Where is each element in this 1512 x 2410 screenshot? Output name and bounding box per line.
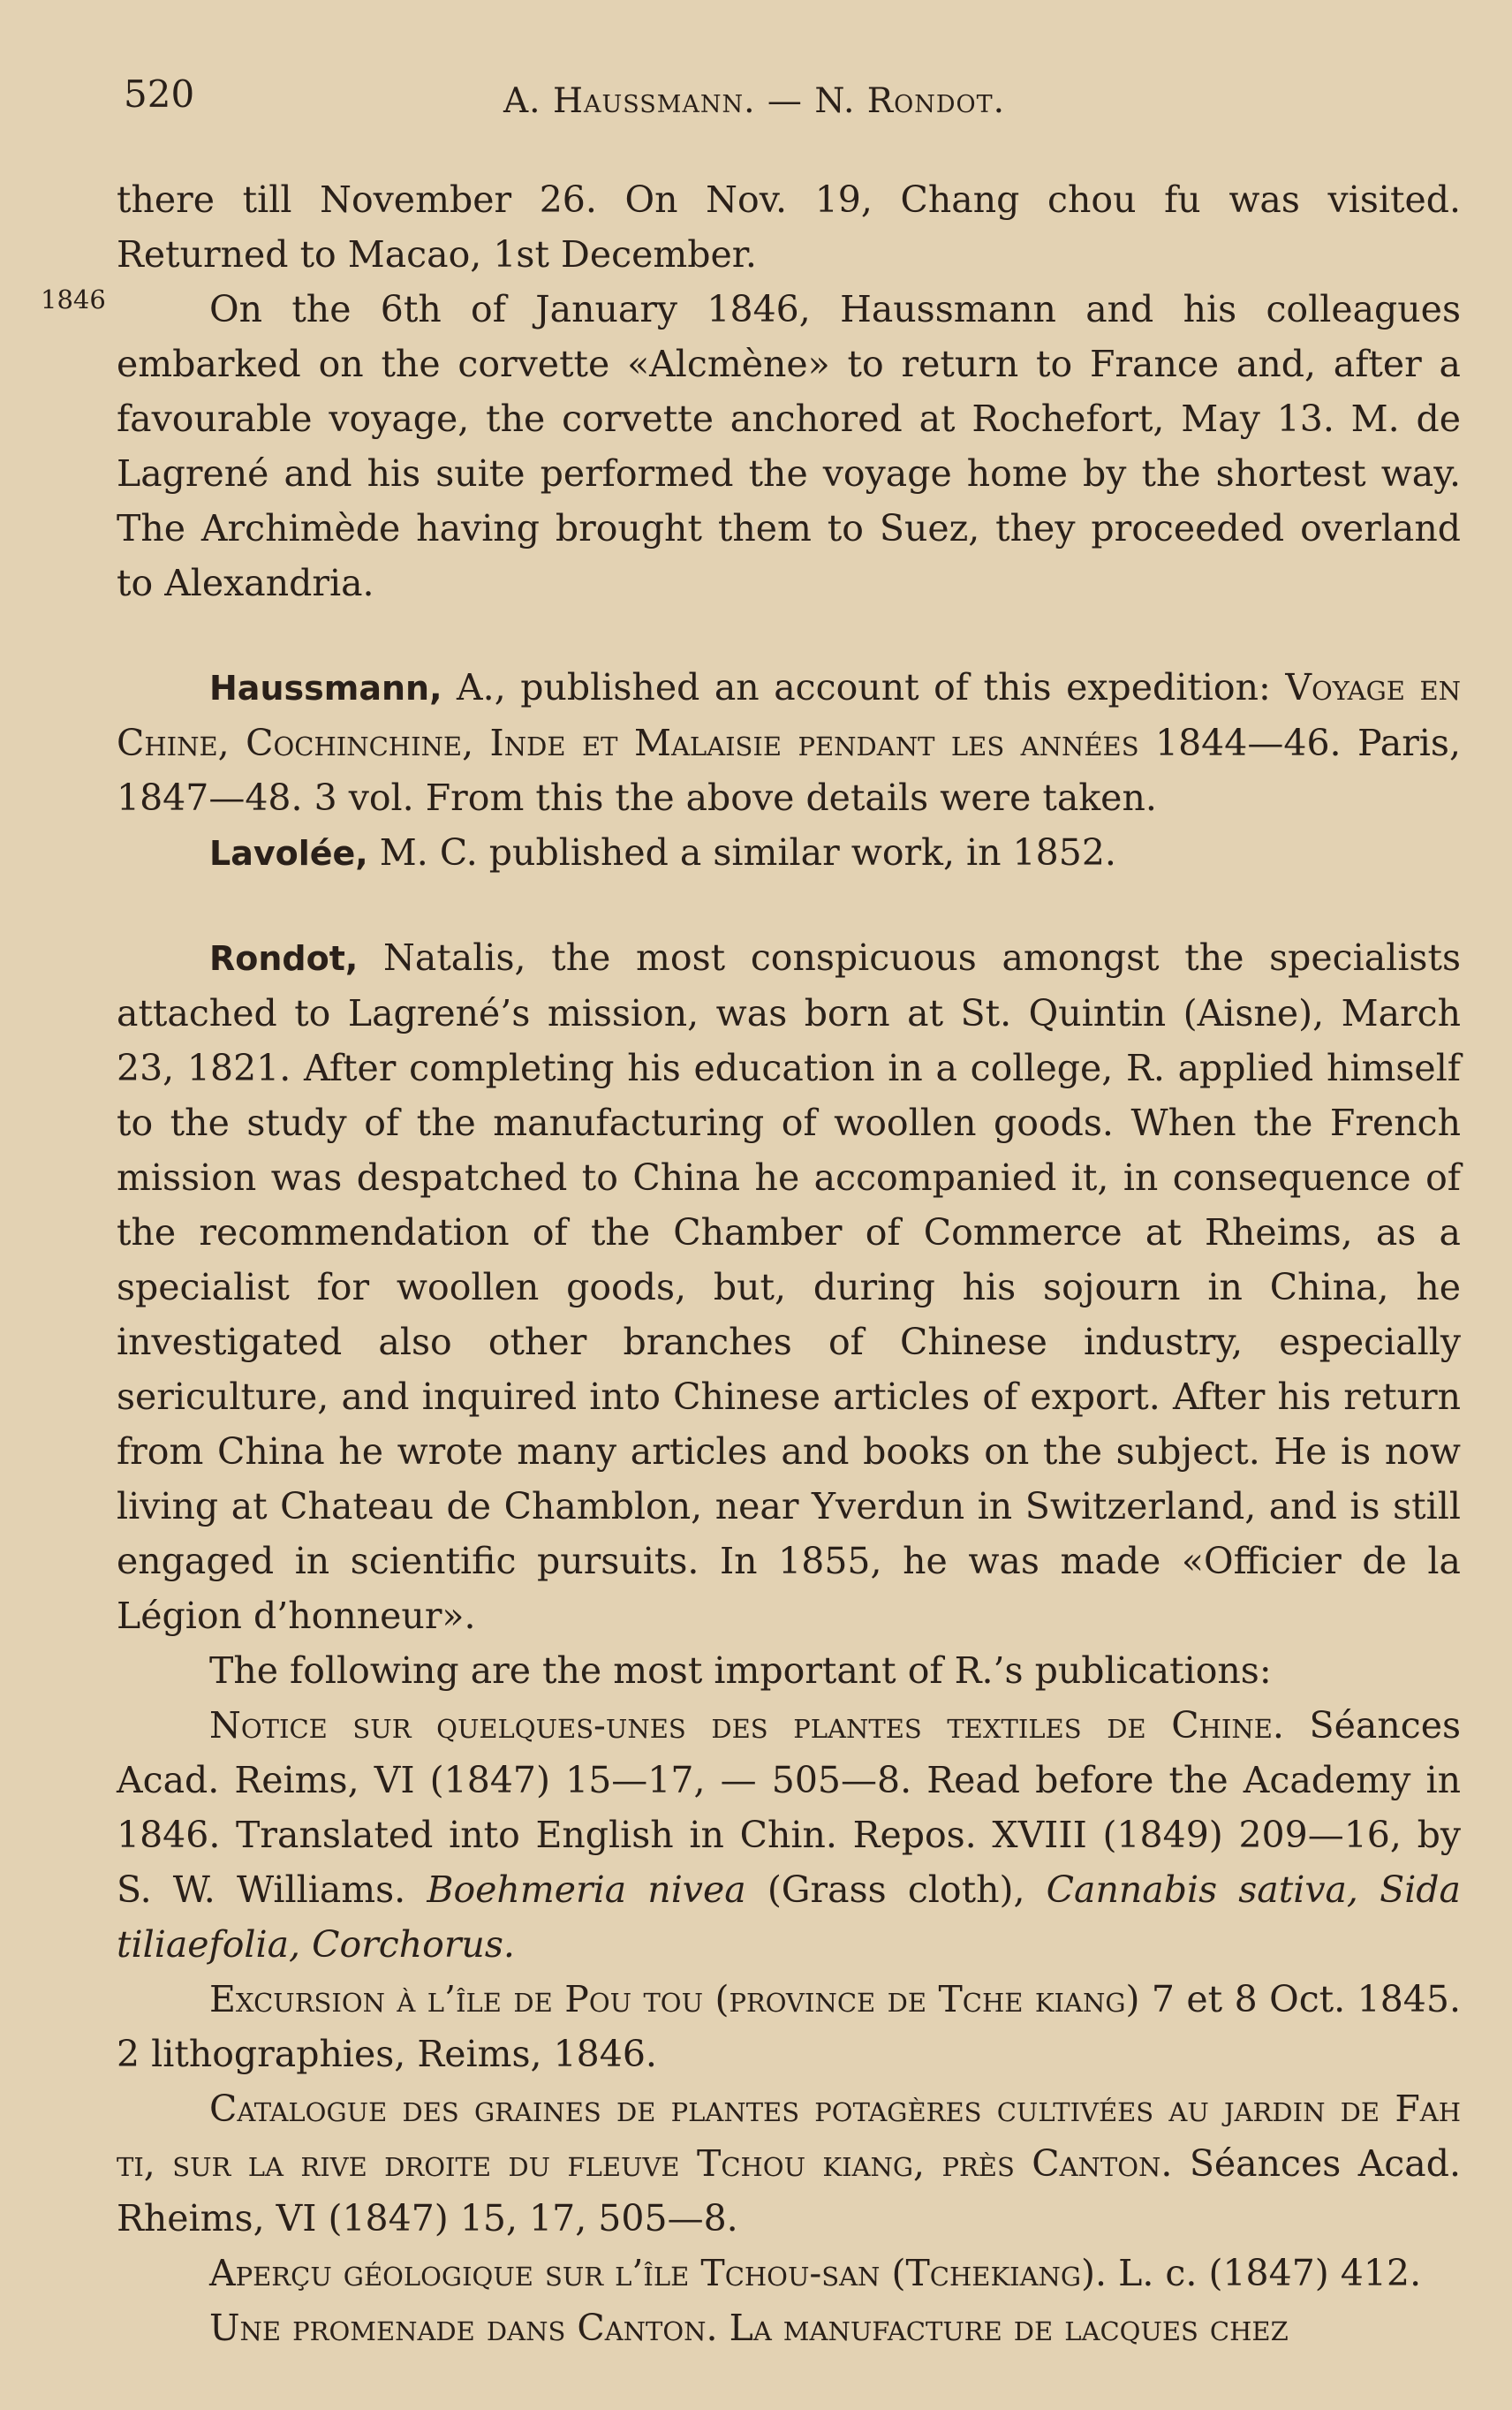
paragraph-3: Haussmann, A., published an account of this expedition: Voyage en Chine, Cochinchine, Inde et Malaisie pendant les années 1844—46. Paris, 1847—48. 3 vol. From this the above details were taken. [117, 666, 1461, 819]
publication-title: Catalogue des graines de plantes potagères cultivées au jardin de Fah ti, sur la rive droite du fleuve Tchou kiang, près Canton. [117, 2088, 1461, 2185]
margin-note-year: 1846 [41, 284, 106, 315]
paragraph-2: On the 6th of January 1846, Haussmann and his colleagues embarked on the corvette «Alcmène» to return to France and, after a favourable voyage, the corvette anchored at Rochefort, May 13. M. de Lagrené and his suite performed the voyage home by the shortest way. The Archimède having brought them to Suez, they proceeded overland to Alexandria. [117, 288, 1461, 604]
book-title: Voyage en Chine, Cochinchine, Inde et Malaisie pendant les années [117, 666, 1461, 764]
entry-name-haussmann: Haussmann, [209, 669, 442, 708]
page-number: 520 [124, 72, 195, 116]
entry-name-rondot: Rondot, [209, 939, 359, 978]
publication-3: Catalogue des graines de plantes potagères cultivées au jardin de Fah ti, sur la rive droite du fleuve Tchou kiang, près Canton. Séances Acad. Rheims, VI (1847) 15, 17, 505—8. [117, 2088, 1461, 2239]
publication-4: Aperçu géologique sur l’île Tchou-san (Tchekiang). L. c. (1847) 412. [209, 2252, 1422, 2294]
running-title: A. Haussmann. — N. Rondot. [503, 81, 1006, 121]
publication-title: Notice sur quelques-unes des plantes textiles de Chine. [209, 1704, 1284, 1747]
paragraph-1: there till November 26. On Nov. 19, Chang chou fu was visited. Returned to Macao, 1st December. [117, 178, 1461, 276]
publication-2: Excursion à l’île de Pou tou (province de Tche kiang) 7 et 8 Oct. 1845. 2 lithographies, Reims, 1846. [117, 1978, 1461, 2075]
publication-title: Une promenade dans Canton. La manufacture de lacques chez [209, 2307, 1289, 2349]
paragraph-4: Lavolée, M. C. published a similar work, in 1852. [209, 831, 1116, 874]
page-body [117, 172, 1461, 2355]
paragraph-5: Rondot, Natalis, the most conspicuous amongst the specialists attached to Lagrené’s mission, was born at St. Quintin (Aisne), March 23, 1821. After completing his education in a college, R. applied himself to the study of the manufacturing of woollen goods. When the French mission was despatched to China he accompanied it, in consequence of the recommendation of the Chamber of Commerce at Rheims, as a specialist for woollen goods, but, during his sojourn in China, he investigated also other branches of Chinese industry, especially sericulture, and inquired into Chinese articles of export. After his return from China he wrote many articles and books on the subject. He is now living at Chateau de Chamblon, near Yverdun in Switzerland, and is still engaged in scientific pursuits. In 1855, he was made «Officier de la Légion d’honneur». [117, 936, 1461, 1637]
publication-title: Aperçu géologique sur l’île Tchou-san (Tchekiang). [209, 2252, 1108, 2294]
entry-name-lavolee: Lavolée, [209, 834, 368, 873]
publication-1: Notice sur quelques-unes des plantes textiles de Chine. Séances Acad. Reims, VI (1847) 15—17, — 505—8. Read before the Academy in 1846. Translated into English in Chin. Repos. XVIII (1849) 209—16, by S. W. Williams. Boehmeria nivea (Grass cloth), Cannabis sativa, Sida tiliaefolia, Corchorus. [117, 1704, 1461, 1966]
publication-title: Excursion à l’île de Pou tou (province de Tche kiang) [209, 1978, 1140, 2020]
publication-5 [117, 2300, 1461, 2355]
paragraph-6: The following are the most important of R.’s publications: [209, 1649, 1272, 1692]
